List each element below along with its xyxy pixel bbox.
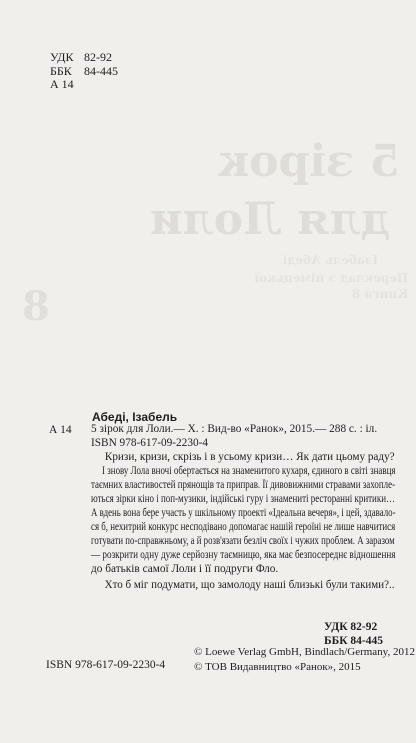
annotation-paragraph bbox=[91, 464, 395, 576]
copyright-line: © ТОВ Видавництво «Ранок», 2015 bbox=[194, 660, 361, 673]
annotation-line: — розкрити одну дуже серйозну таємницю, яка має безпосереднє відношення bbox=[91, 549, 396, 561]
annotation-closing: Хто б міг подумати, що замолоду наші близькі були такими?.. bbox=[104, 579, 395, 591]
classification-block bbox=[50, 51, 118, 92]
ghost-line: для Лоли bbox=[150, 194, 391, 245]
author-name: Абеді, Ізабель bbox=[92, 410, 178, 424]
classification-bottom bbox=[324, 620, 383, 648]
udk-label: УДК bbox=[50, 50, 74, 64]
annotation-line: А вдень вона бере участь у шкільному проекті «Ідеальна вечеря», і цей, здавало- bbox=[91, 507, 396, 519]
bibliographic-line: 5 зірок для Лоли.— Х. : Вид-во «Ранок», 2015.— 288 с. : іл. bbox=[91, 423, 378, 435]
udk-value: 82-92 bbox=[84, 50, 112, 64]
annotation-line: ються зірки кіно і поп-музики, індійські гуру і знамениті ресторанні критики… bbox=[91, 493, 395, 505]
ghost-line: 5 зірок bbox=[217, 136, 401, 187]
copyright-block bbox=[194, 645, 415, 674]
tagline: Кризи, кризи, скрізь і в усьому кризи… Як дати цьому раду? bbox=[104, 451, 395, 463]
annotation-line: І знову Лола вночі обертається на знаменитого кухаря, єдиного в світі знавця bbox=[102, 465, 396, 477]
isbn-line: ISBN 978-617-09-2230-4 bbox=[91, 437, 209, 449]
bbk-value: 84-445 bbox=[84, 63, 118, 78]
bleed-through-number: 8 bbox=[22, 283, 50, 330]
bleed-through-title bbox=[150, 136, 409, 301]
udk-code: УДК 82-92 bbox=[324, 621, 378, 633]
catalog-row bbox=[50, 78, 118, 92]
annotation-line: готувати по-справжньому, а й розв'язати безліч своїх і чужих проблем. А заразом bbox=[91, 535, 395, 547]
catalog-entry-body bbox=[91, 422, 395, 592]
bbk-code: ББК 84-445 bbox=[324, 635, 383, 647]
catalog-code: А 14 bbox=[50, 77, 74, 91]
udk-row bbox=[50, 51, 118, 65]
bbk-label: ББК bbox=[50, 63, 72, 78]
copyright-line: © Loewe Verlag GmbH, Bindlach/Germany, 2012 bbox=[194, 646, 415, 658]
annotation-line: таємних властивостей прянощів та приправ. Її дивовижними стравами захопле- bbox=[91, 479, 396, 491]
catalog-number: А 14 bbox=[49, 424, 72, 436]
bbk-row bbox=[50, 65, 118, 79]
annotation-line: до батьків самої Лоли і її подруги Фло. bbox=[91, 563, 279, 575]
isbn-bottom: ISBN 978-617-09-2230-4 bbox=[46, 659, 166, 671]
annotation-line: ся б, нехитрий конкурс несподівано допомагає нашій героїні не лише навчитися bbox=[91, 521, 396, 533]
ghost-line: Книга 8 bbox=[351, 287, 409, 301]
ghost-line: Переклад з німецької bbox=[254, 271, 409, 285]
ghost-line: Ізабель Абеді bbox=[282, 253, 379, 267]
